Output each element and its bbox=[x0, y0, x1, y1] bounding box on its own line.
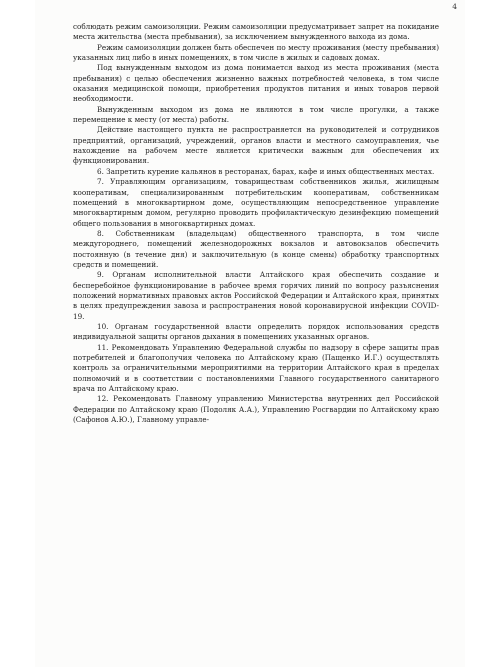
paragraph-forced-exit-exclusions: Вынужденным выходом из дома не являются в том числе прогулки, а также перемещение к месту (от места) работы. bbox=[73, 104, 439, 125]
paragraph-item-11: 11. Рекомендовать Управлению Федеральной службы по надзору в сфере защиты прав потребителей и благополучия человека по Алтайскому краю (Пащенко И.Г.) осуществлять контроль за ограничительными мероприятиями на территории Алтайского края в пределах полномочий и в соответствии с постановлениями Главного государственного санитарного врача по Алтайскому краю. bbox=[73, 342, 439, 394]
paragraph-exemptions: Действие настоящего пункта не распространяется на руководителей и сотрудников предприятий, организаций, учреждений, органов власти и местного самоуправления, чье нахождение на рабочем месте является критически важным для обеспечения их функционирования. bbox=[73, 125, 439, 166]
document-page bbox=[35, 0, 465, 667]
paragraph-item-8: 8. Собственникам (владельцам) общественного транспорта, в том числе междугороднего, помещений железнодорожных вокзалов и автовокзалов обеспечить постоянную (в течение дня) и заключительную (в конце смены) обработку транспортных средств и помещений. bbox=[73, 228, 439, 269]
paragraph-item-9: 9. Органам исполнительной власти Алтайского края обеспечить создание и бесперебойное функционирование в рабочее время горячих линий по вопросу разъяснения положений нормативных правовых актов Российской Федерации и Алтайского края, принятых в целях предупреждения завоза и распространения новой коронавирусной инфекции COVID-19. bbox=[73, 270, 439, 321]
page-number: 4 bbox=[452, 2, 457, 11]
paragraph-self-isolation-place: Режим самоизоляции должен быть обеспечен по месту проживания (месту пребывания) указанных лиц либо в иных помещениях, в том числе в жилых и садовых домах. bbox=[73, 42, 439, 63]
paragraph-item-6: 6. Запретить курение кальянов в ресторанах, барах, кафе и иных общественных местах. bbox=[97, 166, 435, 176]
paragraph-item-12: 12. Рекомендовать Главному управлению Министерства внутренних дел Российской Федерации по Алтайскому краю (Подоляк А.А.), Управлению Росгвардии по Алтайскому краю (Сафонов А.Ю.), Главному управле- bbox=[73, 394, 439, 425]
paragraph-item-10: 10. Органам государственной власти определить порядок использования средств индивидуальной защиты органов дыхания в помещениях указанных органов. bbox=[73, 321, 439, 342]
document-body bbox=[73, 22, 439, 425]
paragraph-forced-exit-definition: Под вынужденным выходом из дома понимается выход из места проживания (места пребывания) с целью обеспечения жизненно важных потребностей человека, в том числе оказания медицинской помощи, приобретения продуктов питания и иных товаров первой необходимости. bbox=[73, 63, 439, 104]
paragraph-item-7: 7. Управляющим организациям, товариществам собственников жилья, жилищным кооперативам, специализированным потребительским кооперативам, собственникам помещений в многоквартирном доме, осуществляющим непосредственное управление многоквартирным домом, регулярно проводить профилактическую дезинфекцию помещений общего пользования в многоквартирных домах. bbox=[73, 177, 439, 228]
paragraph-continuation: соблюдать режим самоизоляции. Режим самоизоляции предусматривает запрет на покидание места жительства (места пребывания), за исключением вынужденного выхода из дома. bbox=[73, 22, 439, 42]
